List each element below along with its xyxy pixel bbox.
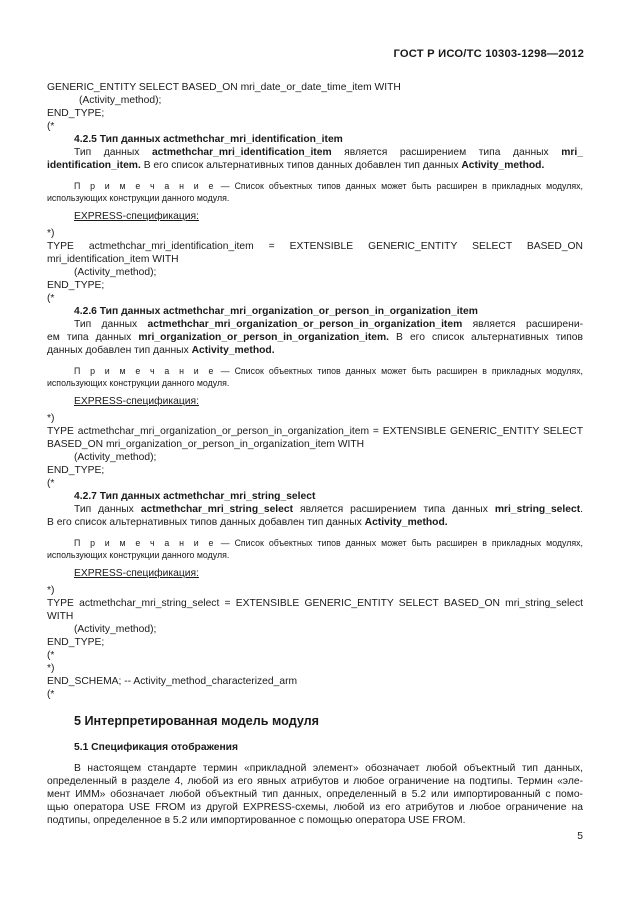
paragraph-line: мент ИММ» обозначает любой объектный тип данных, определенный в 5.2 или импортированный с помо-	[47, 789, 583, 800]
paragraph-line: Тип данных actmethchar_mri_identification_item является расширением типа данных mri_	[74, 147, 583, 158]
section-heading-4-2-7: 4.2.7 Тип данных actmethchar_mri_string_select	[74, 491, 316, 502]
paragraph-line: В настоящем стандарте термин «прикладной элемент» обозначает любой объектный тип данных,	[74, 763, 583, 774]
code-line: GENERIC_ENTITY SELECT BASED_ON mri_date_or_date_time_item WITH	[47, 82, 401, 93]
page-number: 5	[577, 831, 583, 842]
note-line: П р и м е ч а н и е — Список объектных типов данных может быть расширен в прикладных модулях,	[74, 366, 583, 376]
code-line: (Activity_method);	[74, 267, 157, 278]
paragraph-line: данных добавлен тип данных Activity_method.	[47, 345, 275, 356]
code-line: (Activity_method);	[79, 95, 162, 106]
code-line: TYPE actmethchar_mri_string_select = EXTENSIBLE GENERIC_ENTITY SELECT BASED_ON mri_string_select	[47, 598, 583, 609]
paragraph-line: Тип данных actmethchar_mri_string_select является расширением типа данных mri_string_select.	[74, 504, 583, 515]
code-line: (*	[47, 650, 55, 661]
section-heading-5-1: 5.1 Спецификация отображения	[74, 742, 239, 753]
code-line: (Activity_method);	[74, 452, 157, 463]
code-line: BASED_ON mri_organization_or_person_in_organization_item WITH	[47, 439, 365, 450]
paragraph-line: В его список альтернативных типов данных добавлен тип данных Activity_method.	[47, 517, 448, 528]
code-line: TYPE actmethchar_mri_identification_item = EXTENSIBLE GENERIC_ENTITY SELECT BASED_ON	[47, 241, 583, 252]
paragraph-line: щью оператора USE FROM из другой EXPRESS-схемы, любой из его атрибутов и любое ограничение на	[47, 802, 583, 813]
code-line: WITH	[47, 611, 74, 622]
paragraph-line: определенный в разделе 4, любой из его явных атрибутов и любое ограничение на подтипы. Термин «эле-	[47, 776, 583, 787]
note-line: П р и м е ч а н и е — Список объектных типов данных может быть расширен в прикладных модулях,	[74, 538, 583, 548]
code-line: END_TYPE;	[47, 280, 105, 291]
note-line: использующих конструкции данного модуля.	[47, 378, 230, 388]
express-label: EXPRESS-спецификация:	[74, 211, 199, 222]
document-header: ГОСТ Р ИСО/ТС 10303-1298—2012	[393, 48, 584, 60]
code-line: (*	[47, 293, 55, 304]
note-line: использующих конструкции данного модуля.	[47, 550, 230, 560]
code-line: mri_identification_item WITH	[47, 254, 179, 265]
express-label: EXPRESS-спецификация:	[74, 568, 199, 579]
paragraph-line: ем типа данных mri_organization_or_person_in_organization_item. В его список альтернативных типов	[47, 332, 583, 343]
code-line: *)	[47, 228, 55, 239]
paragraph-line: Тип данных actmethchar_mri_organization_or_person_in_organization_item является расширени-	[74, 319, 583, 330]
code-line: TYPE actmethchar_mri_organization_or_person_in_organization_item = EXTENSIBLE GENERIC_ENTITY SELECT	[47, 426, 583, 437]
code-line: (*	[47, 121, 55, 132]
paragraph-line: подтипы, определенное в 5.2 или импортированное с помощью оператора USE FROM.	[47, 815, 466, 826]
code-line: (*	[47, 689, 55, 700]
code-line: END_TYPE;	[47, 108, 105, 119]
code-line: (*	[47, 478, 55, 489]
section-heading-4-2-5: 4.2.5 Тип данных actmethchar_mri_identification_item	[74, 134, 343, 145]
code-line: END_SCHEMA; -- Activity_method_characterized_arm	[47, 676, 298, 687]
note-line: использующих конструкции данного модуля.	[47, 193, 230, 203]
paragraph-line: identification_item. В его список альтернативных типов данных добавлен тип данных Activity_method.	[47, 160, 545, 171]
note-line: П р и м е ч а н и е — Список объектных типов данных может быть расширен в прикладных модулях,	[74, 181, 583, 191]
section-heading-4-2-6: 4.2.6 Тип данных actmethchar_mri_organization_or_person_in_organization_item	[74, 306, 478, 317]
code-line: *)	[47, 413, 55, 424]
document-body	[47, 81, 583, 827]
section-heading-5: 5 Интерпретированная модель модуля	[74, 714, 320, 728]
code-line: (Activity_method);	[74, 624, 157, 635]
express-label: EXPRESS-спецификация:	[74, 396, 199, 407]
code-line: *)	[47, 663, 55, 674]
code-line: END_TYPE;	[47, 637, 105, 648]
code-line: END_TYPE;	[47, 465, 105, 476]
code-line: *)	[47, 585, 55, 596]
